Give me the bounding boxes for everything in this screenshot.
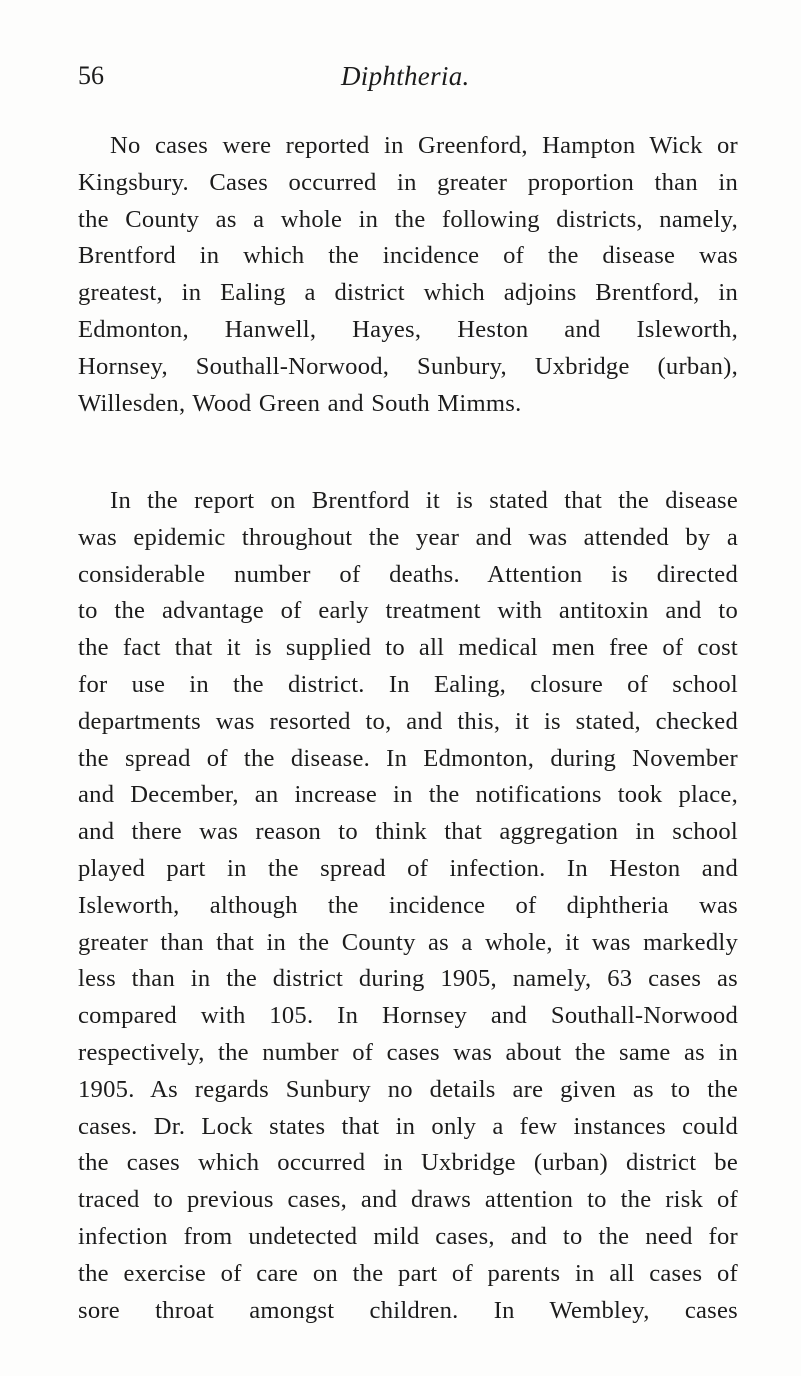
text-line: the fact that it is supplied to all medical men free of cost: [78, 634, 738, 662]
text-line: considerable number of deaths. Attention is directed: [78, 560, 738, 588]
text-line: infection from undetected mild cases, and to the need for: [78, 1222, 738, 1250]
text-line: the spread of the disease. In Edmonton, during November: [78, 744, 738, 772]
page-number: 56: [78, 61, 104, 90]
text-line: the County as a whole in the following districts, namely,: [78, 205, 738, 233]
text-line: and there was reason to think that aggregation in school: [78, 818, 738, 846]
text-line: for use in the district. In Ealing, closure of school: [78, 670, 738, 698]
text-line: In the report on Brentford it is stated that the disease: [110, 487, 738, 514]
text-line: 1905. As regards Sunbury no details are given as to the: [78, 1075, 738, 1103]
text-line: traced to previous cases, and draws attention to the risk of: [78, 1186, 738, 1214]
text-line: the exercise of care on the part of parents in all cases of: [78, 1259, 738, 1287]
text-line: departments was resorted to, and this, it is stated, checked: [78, 707, 738, 735]
text-line: Kingsbury. Cases occurred in greater proportion than in: [78, 168, 738, 196]
paragraph-2: [78, 483, 738, 1329]
text-line: respectively, the number of cases was about the same as in: [78, 1038, 738, 1066]
text-line: Isleworth, although the incidence of diphtheria was: [78, 891, 738, 919]
text-line: Brentford in which the incidence of the disease was: [78, 242, 738, 270]
text-line: No cases were reported in Greenford, Hampton Wick or: [110, 132, 738, 159]
text-line: greater than that in the County as a whole, it was markedly: [78, 928, 738, 956]
text-line: Edmonton, Hanwell, Hayes, Heston and Isleworth,: [78, 315, 738, 343]
text-line: Hornsey, Southall-Norwood, Sunbury, Uxbridge (urban),: [78, 352, 738, 380]
text-line: cases. Dr. Lock states that in only a few instances could: [78, 1112, 738, 1140]
text-line: the cases which occurred in Uxbridge (urban) district be: [78, 1149, 738, 1177]
paragraph-1: [78, 128, 738, 422]
page-header: [78, 58, 708, 98]
running-title: Diphtheria.: [341, 61, 470, 91]
text-line: greatest, in Ealing a district which adjoins Brentford, in: [78, 279, 738, 307]
text-line: less than in the district during 1905, namely, 63 cases as: [78, 965, 738, 993]
text-line: played part in the spread of infection. In Heston and: [78, 854, 738, 882]
text-line: compared with 105. In Hornsey and Southall-Norwood: [78, 1002, 738, 1030]
text-line: was epidemic throughout the year and was attended by a: [78, 523, 738, 551]
text-line: Willesden, Wood Green and South Mimms.: [78, 389, 522, 417]
text-line: sore throat amongst children. In Wembley, cases: [78, 1296, 738, 1324]
text-line: to the advantage of early treatment with antitoxin and to: [78, 597, 738, 625]
text-line: and December, an increase in the notifications took place,: [78, 781, 738, 809]
